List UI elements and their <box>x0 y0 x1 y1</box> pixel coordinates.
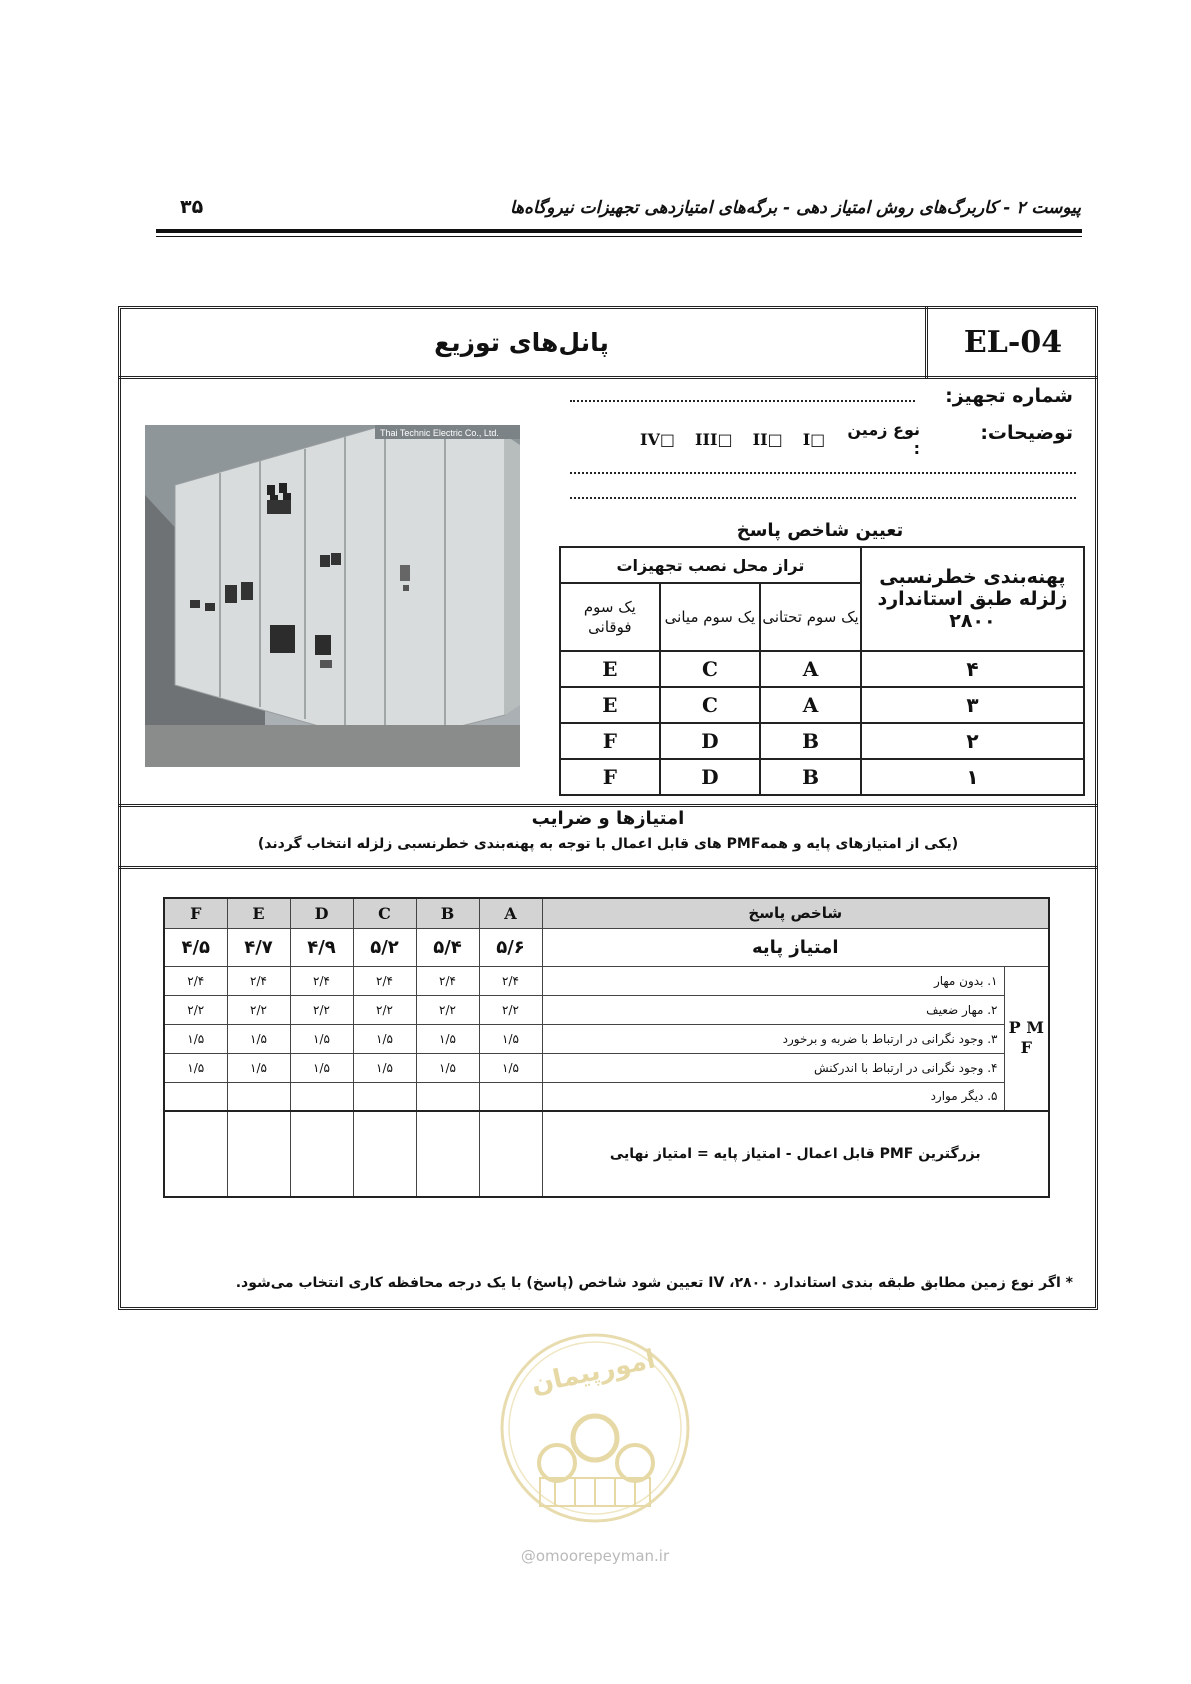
pmf-value-cell: ۲/۲ <box>164 995 227 1024</box>
description-label: توضیحات: <box>980 422 1073 444</box>
level-header: تراز محل نصب تجهیزات <box>560 547 861 583</box>
pmf-value-cell: ۲/۴ <box>353 966 416 995</box>
watermark-logo-text: امورپیمان <box>528 1344 659 1400</box>
soil-type-option[interactable]: I□ <box>802 429 826 449</box>
pmf-value-cell: ۲/۲ <box>290 995 353 1024</box>
pmf-value-cell: ۱/۵ <box>164 1024 227 1053</box>
level-lower: یک سوم تحتانی <box>760 583 861 651</box>
description-field-line[interactable] <box>570 472 1076 474</box>
header-rule-thin <box>156 236 1082 237</box>
column-header: A <box>479 898 542 928</box>
final-score-cell[interactable] <box>353 1111 416 1197</box>
pmf-row-label: ۴. وجود نگرانی در ارتباط با اندرکنش <box>542 1053 1004 1082</box>
pmf-value-cell: ۱/۵ <box>227 1053 290 1082</box>
base-score-label: امتیاز پایه <box>542 928 1049 966</box>
level-upper: یک سوم فوقانی <box>560 583 660 651</box>
pmf-row-label: ۲. مهار ضعیف <box>542 995 1004 1024</box>
level-middle: یک سوم میانی <box>660 583 761 651</box>
final-score-cell[interactable] <box>479 1111 542 1197</box>
response-cell: D <box>660 723 761 759</box>
response-cell: B <box>760 759 861 795</box>
base-score-cell: ۵/۲ <box>353 928 416 966</box>
final-score-cell[interactable] <box>227 1111 290 1197</box>
pmf-value-cell[interactable] <box>353 1082 416 1111</box>
scores-title: امتیازها و ضرایب <box>531 808 685 829</box>
response-cell: A <box>760 651 861 687</box>
divider-scores-title <box>118 804 1098 807</box>
pmf-value-cell: ۱/۵ <box>416 1024 479 1053</box>
pmf-value-cell: ۱/۵ <box>479 1053 542 1082</box>
column-header: B <box>416 898 479 928</box>
soil-type-option[interactable]: III□ <box>695 429 733 449</box>
base-score-cell: ۵/۶ <box>479 928 542 966</box>
response-cell: E <box>560 651 660 687</box>
pmf-row-label: ۱. بدون مهار <box>542 966 1004 995</box>
equipment-number-label: شماره تجهیز: <box>945 385 1073 407</box>
pmf-value-cell: ۱/۵ <box>164 1053 227 1082</box>
response-cell: C <box>660 687 761 723</box>
form-title: پانل‌های توزیع <box>434 327 609 357</box>
base-score-cell: ۴/۵ <box>164 928 227 966</box>
pmf-label-text: P M F <box>1008 1018 1044 1058</box>
response-cell: D <box>660 759 761 795</box>
watermark-logo <box>495 1318 695 1568</box>
watermark-url: @omoorepeyman.ir <box>520 1547 670 1565</box>
response-cell: C <box>660 651 761 687</box>
footnote: * اگر نوع زمین مطابق طبقه بندی استاندارد ۲۸۰۰، IV تعیین شود شاخص (پاسخ) با یک درجه محافظه کاری انتخاب می‌شود. <box>235 1275 1073 1291</box>
base-score-cell: ۵/۴ <box>416 928 479 966</box>
switchgear-illustration <box>145 425 520 767</box>
score-table <box>163 897 1050 1198</box>
zone-value: ۴ <box>861 651 1084 687</box>
zone-header: پهنه‌بندی خطرنسبی زلزله طبق استاندارد ۲۸۰۰ <box>861 547 1084 651</box>
column-header: D <box>290 898 353 928</box>
pmf-value-cell: ۲/۴ <box>416 966 479 995</box>
final-score-label: بزرگترین PMF قابل اعمال - امتیاز پایه = امتیاز نهایی <box>542 1111 1049 1197</box>
pmf-value-cell: ۱/۵ <box>353 1053 416 1082</box>
pmf-value-cell: ۲/۲ <box>227 995 290 1024</box>
pmf-value-cell[interactable] <box>416 1082 479 1111</box>
pmf-value-cell: ۲/۲ <box>353 995 416 1024</box>
equipment-code: EL-04 <box>963 324 1063 360</box>
response-cell: E <box>560 687 660 723</box>
description-field-line[interactable] <box>570 497 1076 499</box>
soil-type-label: نوع زمین : <box>847 420 920 458</box>
zone-value: ۲ <box>861 723 1084 759</box>
zone-value: ۱ <box>861 759 1084 795</box>
pmf-value-cell: ۱/۵ <box>227 1024 290 1053</box>
column-header: C <box>353 898 416 928</box>
pmf-value-cell: ۱/۵ <box>416 1053 479 1082</box>
header-title: پیوست ۲ - کاربرگ‌های روش امتیاز دهی - برگه‌های امتیازدهی تجهیزات نیروگاه‌ها <box>509 198 1081 218</box>
pmf-value-cell: ۱/۵ <box>479 1024 542 1053</box>
watermark-seal <box>495 1318 695 1568</box>
pmf-value-cell: ۲/۴ <box>227 966 290 995</box>
response-index-table <box>559 546 1085 796</box>
pmf-value-cell: ۲/۴ <box>290 966 353 995</box>
pmf-row-label: ۵. دیگر موارد <box>542 1082 1004 1111</box>
pmf-value-cell: ۱/۵ <box>290 1053 353 1082</box>
pmf-value-cell[interactable] <box>290 1082 353 1111</box>
pmf-value-cell: ۲/۴ <box>479 966 542 995</box>
pmf-value-cell: ۱/۵ <box>290 1024 353 1053</box>
pmf-value-cell[interactable] <box>227 1082 290 1111</box>
final-score-cell[interactable] <box>416 1111 479 1197</box>
response-cell: B <box>760 723 861 759</box>
pmf-value-cell[interactable] <box>164 1082 227 1111</box>
base-score-cell: ۴/۹ <box>290 928 353 966</box>
zone-value: ۳ <box>861 687 1084 723</box>
pmf-label <box>1004 966 1049 1111</box>
final-score-cell[interactable] <box>164 1111 227 1197</box>
scores-subtitle: (یکی از امتیازهای پایه و همهPMF های قابل اعمال با توجه به پهنه‌بندی خطرنسبی زلزله انتخاب گردند) <box>257 836 959 852</box>
response-index-title: تعیین شاخص پاسخ <box>736 520 904 541</box>
page-number: ۳۵ <box>180 196 204 218</box>
response-cell: F <box>560 723 660 759</box>
response-cell: F <box>560 759 660 795</box>
divider-score-table <box>118 866 1098 869</box>
pmf-row-label: ۳. وجود نگرانی در ارتباط با ضربه و برخورد <box>542 1024 1004 1053</box>
response-header: شاخص پاسخ <box>542 898 1049 928</box>
response-cell: A <box>760 687 861 723</box>
soil-type-option[interactable]: IV□ <box>640 429 676 449</box>
column-header: E <box>227 898 290 928</box>
pmf-value-cell: ۲/۴ <box>164 966 227 995</box>
pmf-value-cell: ۲/۲ <box>479 995 542 1024</box>
photo-caption: Thai Technic Electric Co., Ltd. <box>380 428 499 438</box>
column-header: F <box>164 898 227 928</box>
pmf-value-cell: ۲/۲ <box>416 995 479 1024</box>
pmf-value-cell: ۱/۵ <box>353 1024 416 1053</box>
soil-type-option[interactable]: II□ <box>752 429 783 449</box>
header-rule <box>156 229 1082 233</box>
pmf-value-cell[interactable] <box>479 1082 542 1111</box>
final-score-cell[interactable] <box>290 1111 353 1197</box>
soil-type-row <box>640 420 920 458</box>
base-score-cell: ۴/۷ <box>227 928 290 966</box>
equipment-number-field[interactable] <box>570 400 915 402</box>
equipment-photo <box>145 425 520 767</box>
